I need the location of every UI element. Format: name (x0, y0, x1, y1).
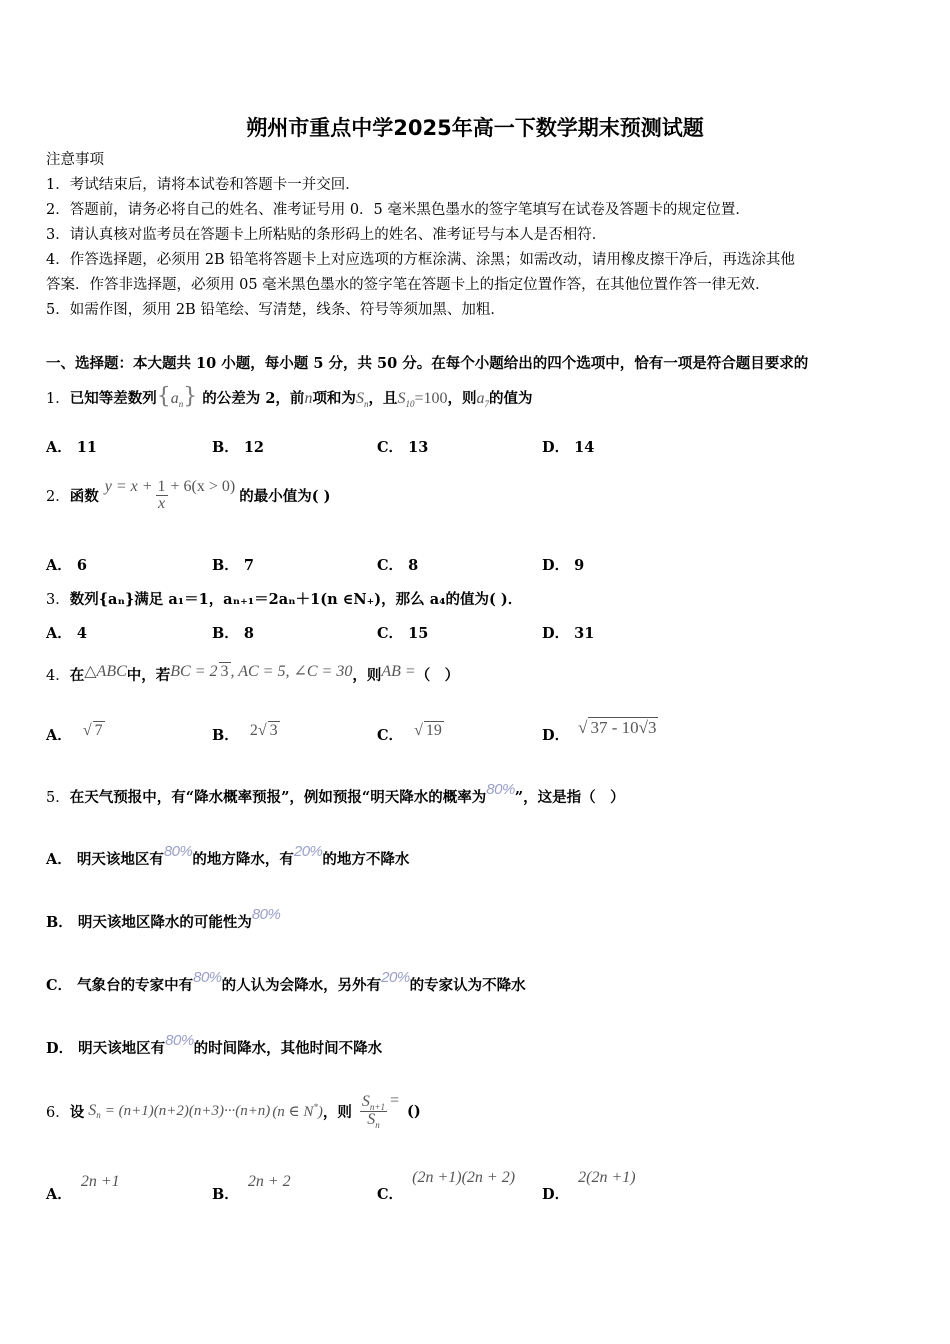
math-sup: * (313, 1101, 318, 1112)
q-text: () (407, 1102, 421, 1120)
option-text: 2(2n +1) (578, 1169, 636, 1186)
notice-item: 5．如需作图，须用 2B 铅笔绘、写清楚，线条、符号等须加黑、加粗． (46, 302, 505, 318)
option-label: B． (212, 439, 239, 456)
option: A． √ 7 (46, 722, 103, 744)
math: a (476, 390, 485, 407)
question-5 (46, 781, 625, 807)
q-text: ，且 (368, 390, 398, 407)
math-sub: n (96, 1110, 101, 1120)
option-label: A． (46, 851, 72, 868)
option-label: A． (46, 557, 72, 574)
math: BC = 2 (170, 663, 218, 680)
option-text: 8 (408, 557, 419, 574)
option-label: D． (542, 625, 570, 642)
option (377, 622, 428, 643)
option-text: 12 (243, 439, 265, 456)
option (542, 622, 594, 643)
q-text: 在 (69, 667, 85, 684)
notice-item: 4．作答选择题，必须用 2B 铅笔将答题卡上对应选项的方框涂满、涂黑；如需改动，请用橡皮擦干净后，再选涂其他 (46, 252, 795, 268)
q-text: 的值为 (488, 390, 533, 407)
math-radical: 19 (425, 722, 442, 739)
q-text: 已知等差数列 (69, 390, 157, 407)
math-sub: n+1 (369, 1101, 385, 1112)
option-text: 8 (243, 625, 254, 642)
q-text: 的最小值为( ) (239, 487, 331, 505)
option-label: C． (377, 625, 404, 642)
q-text: 数列{aₙ}满足 a₁＝1，aₙ₊₁＝2aₙ＋1(n ∈N₊)，那么 a₄的值为( )． (69, 591, 523, 608)
question-4 (46, 664, 459, 685)
option-text: 明天该地区降水的可能性为 (77, 914, 252, 931)
math-radical: 7 (94, 722, 103, 739)
percent-image: 80% (486, 781, 515, 798)
option (46, 969, 526, 995)
q-text: 项和为 (312, 390, 356, 407)
section-heading: 一、选择题：本大题共 10 小题，每小题 5 分，共 50 分。在每个小题给出的四个选项中，恰有一项是符合题目要求的 (46, 355, 809, 372)
math: △ABC (84, 663, 127, 680)
option (377, 554, 418, 575)
option-text: 的地方降水，有 (192, 851, 294, 868)
question-number: 5． (46, 790, 70, 806)
math: , AC = 5, ∠C = 30 (230, 663, 353, 680)
math-sub: 7 (484, 399, 489, 409)
math: = (390, 1092, 400, 1109)
option (46, 554, 87, 575)
option (542, 1166, 636, 1203)
option-text: 明天该地区有 (76, 851, 164, 868)
math: 2 (249, 722, 258, 739)
option-text: 2n + 2 (247, 1173, 291, 1190)
math: + 6(x > 0) (170, 478, 236, 495)
option-text: 15 (408, 625, 429, 642)
notice-item: 答案．作答非选择题，必须用 05 毫米黑色墨水的签字笔在答题卡上的指定位置作答，在其他位置作答一律无效． (46, 277, 770, 293)
fraction-denominator: x (157, 494, 166, 512)
option-label: B． (212, 727, 239, 744)
question-1: 1．已知等差数列$\{a_n\}$ 的公差为 2，前n项和为$S_n$，且$S_{10}=100$，则$a_7$的值为 (46, 384, 533, 409)
q-text: 函数 (69, 487, 99, 505)
q-text: ，则 (352, 667, 382, 684)
option-text: 7 (243, 557, 254, 574)
option (212, 622, 254, 643)
math-fraction (360, 1094, 387, 1129)
percent-image: 20% (293, 843, 323, 860)
q-text: 设 (69, 1103, 85, 1121)
option (46, 1170, 120, 1203)
percent-image: 80% (165, 1032, 194, 1049)
option-text: 6 (76, 557, 87, 574)
percent-image: 80% (193, 969, 222, 986)
option-label: D． (542, 439, 570, 456)
q-text: （ ） (415, 667, 460, 684)
fraction-denominator: S (367, 1110, 376, 1128)
math: y = x + (104, 478, 153, 495)
math-radical: 3 (220, 663, 229, 680)
option-text: 的人认为会降水，另外有 (221, 977, 382, 994)
math: AB = (381, 663, 416, 680)
notice-item: 2．答题前，请务必将自己的姓名、准考证号用 0．5 毫米黑色墨水的签字笔填写在试卷及答题卡的规定位置． (46, 202, 750, 218)
fraction-numerator: 1 (157, 477, 166, 495)
option-label: A． (46, 727, 72, 744)
option-text: 气象台的专家中有 (77, 977, 194, 994)
notice-item: 1．考试结束后，请将本试卷和答题卡一并交回． (46, 177, 360, 193)
percent-image: 80% (163, 843, 193, 860)
option (46, 843, 410, 869)
question-2 (46, 470, 331, 520)
option (46, 1032, 383, 1058)
math-fraction (156, 479, 168, 512)
q-text: 的公差为 2，前 (202, 390, 305, 407)
option (212, 1170, 291, 1203)
option: C． √ 19 (377, 722, 442, 744)
option-label: A． (46, 439, 72, 456)
option-text: 14 (574, 439, 595, 456)
option (542, 554, 584, 575)
option (377, 436, 428, 457)
option-text: 的时间降水，其他时间不降水 (193, 1040, 383, 1057)
math: ) (317, 1103, 323, 1120)
option (212, 436, 264, 457)
math: n (304, 390, 313, 407)
q-text: ，则 (322, 1103, 352, 1121)
math-sub: 10 (405, 399, 415, 409)
option-text: 13 (408, 439, 429, 456)
math: = (n+1)(n+2)(n+3)···(n+n) (104, 1102, 271, 1119)
math: S (88, 1102, 97, 1119)
question-3 (46, 588, 522, 609)
question-number: 1． (46, 391, 70, 407)
notice-block (46, 148, 795, 323)
option-text: 31 (574, 625, 595, 642)
option-label: B． (212, 625, 239, 642)
math: S (397, 390, 406, 407)
math-radical: 3 (269, 722, 278, 739)
option-label: D． (542, 557, 570, 574)
option (46, 906, 281, 932)
q-text: 在天气预报中，有“降水概率预报”，例如预报“明天降水的概率为 (69, 789, 487, 806)
question-6 (46, 1086, 421, 1136)
option-text: 的地方不降水 (322, 851, 410, 868)
notice-heading: 注意事项 (46, 152, 104, 168)
math: S (355, 390, 364, 407)
option-label: C． (377, 557, 404, 574)
option (212, 554, 254, 575)
math: =100 (414, 390, 448, 407)
option (46, 436, 97, 457)
q-text: ”，这是指（ ） (514, 789, 625, 806)
option-label: D． (542, 727, 570, 744)
option-text: 的专家认为不降水 (409, 977, 526, 994)
notice-item: 3．请认真核对监考员在答题卡上所粘贴的条形码上的姓名、准考证号与本人是否相符． (46, 227, 607, 243)
question-number: 6． (46, 1104, 70, 1121)
option-label: C． (46, 977, 73, 994)
option-label: B． (46, 914, 73, 931)
percent-image: 20% (381, 969, 410, 986)
option-text: 9 (574, 557, 585, 574)
page-title: 朔州市重点中学2025年高一下数学期末预测试题 (246, 116, 704, 140)
option (377, 1166, 516, 1203)
option-text: 11 (76, 439, 98, 456)
question-number: 3． (46, 592, 70, 608)
option-label: B． (212, 557, 239, 574)
option-text: 4 (76, 625, 87, 642)
option: D． √ 37 - 10√3 (542, 718, 657, 744)
option-label: A． (46, 625, 72, 642)
option: B． 2√ 3 (212, 722, 278, 744)
math-sub: n (363, 399, 369, 409)
math: (n ∈ N (272, 1103, 314, 1120)
option (542, 436, 594, 457)
math: a (170, 390, 179, 407)
option-label: C． (377, 727, 404, 744)
option-text: 明天该地区有 (78, 1040, 166, 1057)
option (46, 622, 87, 643)
option-label: C． (377, 439, 404, 456)
question-number: 4． (46, 668, 70, 684)
q-text: ，则 (447, 390, 477, 407)
math-sub: n (375, 1119, 380, 1130)
option-text: (2n +1)(2n + 2) (412, 1169, 516, 1186)
fraction-numerator: S (361, 1092, 370, 1110)
option-label: D． (542, 1186, 570, 1203)
option-label: D． (46, 1040, 74, 1057)
percent-image: 80% (251, 906, 281, 923)
option-label: C． (377, 1186, 404, 1203)
math-sub: n (178, 399, 184, 409)
option-text: 2n +1 (80, 1173, 120, 1190)
option-label: A． (46, 1186, 72, 1203)
question-number: 2． (46, 488, 70, 505)
option-label: B． (212, 1186, 239, 1203)
q-text: 中，若 (126, 667, 171, 684)
math-radical: 37 - 10√3 (590, 718, 657, 737)
